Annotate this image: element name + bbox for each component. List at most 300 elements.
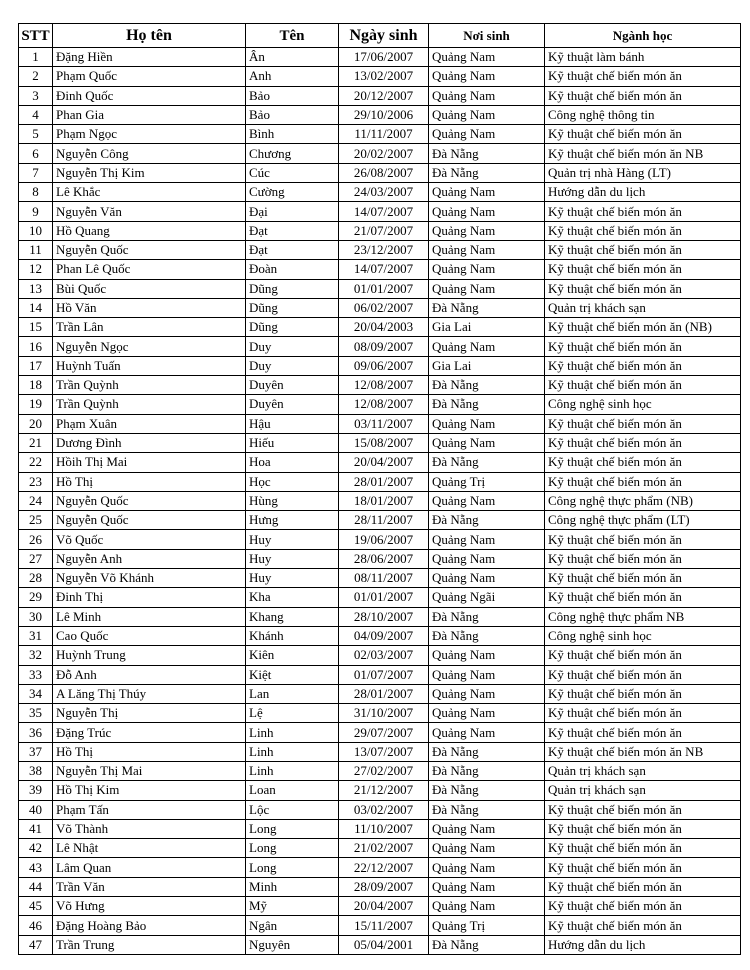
cell-ten: Ân (246, 48, 339, 67)
cell-nganh-hoc: Kỹ thuật chế biến món ăn (545, 684, 741, 703)
cell-ngay-sinh: 28/01/2007 (339, 684, 429, 703)
cell-ngay-sinh: 21/07/2007 (339, 221, 429, 240)
cell-nganh-hoc: Kỹ thuật chế biến món ăn (545, 279, 741, 298)
cell-ho-ten: Trần Quỳnh (53, 395, 246, 414)
cell-ngay-sinh: 15/08/2007 (339, 433, 429, 452)
cell-ho-ten: Nguyễn Văn (53, 202, 246, 221)
cell-ngay-sinh: 28/09/2007 (339, 877, 429, 896)
cell-stt: 7 (19, 163, 53, 182)
cell-nganh-hoc: Kỹ thuật chế biến món ăn (545, 569, 741, 588)
cell-ho-ten: Võ Quốc (53, 530, 246, 549)
cell-ho-ten: Phạm Tấn (53, 800, 246, 819)
cell-ten: Bình (246, 125, 339, 144)
cell-nganh-hoc: Kỹ thuật chế biến món ăn (545, 588, 741, 607)
table-row (19, 877, 741, 896)
cell-ngay-sinh: 20/04/2007 (339, 453, 429, 472)
cell-ngay-sinh: 01/01/2007 (339, 588, 429, 607)
cell-ho-ten: Lâm Quan (53, 858, 246, 877)
cell-nganh-hoc: Kỹ thuật chế biến món ăn (545, 530, 741, 549)
cell-ten: Ngân (246, 916, 339, 935)
cell-stt: 6 (19, 144, 53, 163)
cell-ten: Học (246, 472, 339, 491)
cell-noi-sinh: Gia Lai (429, 318, 545, 337)
cell-ho-ten: Phạm Ngọc (53, 125, 246, 144)
cell-stt: 18 (19, 376, 53, 395)
cell-stt: 26 (19, 530, 53, 549)
table-row (19, 491, 741, 510)
table-row (19, 395, 741, 414)
cell-stt: 30 (19, 607, 53, 626)
cell-ngay-sinh: 22/12/2007 (339, 858, 429, 877)
cell-stt: 11 (19, 240, 53, 259)
cell-noi-sinh: Đà Nẵng (429, 453, 545, 472)
cell-ho-ten: Đặng Hiền (53, 48, 246, 67)
cell-stt: 27 (19, 549, 53, 568)
cell-ten: Long (246, 839, 339, 858)
cell-nganh-hoc: Hướng dẫn du lịch (545, 935, 741, 954)
table-row (19, 356, 741, 375)
cell-ten: Lệ (246, 704, 339, 723)
cell-ngay-sinh: 05/04/2001 (339, 935, 429, 954)
cell-ngay-sinh: 09/06/2007 (339, 356, 429, 375)
cell-nganh-hoc: Kỹ thuật chế biến món ăn (545, 897, 741, 916)
table-row (19, 86, 741, 105)
table-row (19, 298, 741, 317)
table-row (19, 819, 741, 838)
table-header-row (19, 24, 741, 48)
cell-nganh-hoc: Kỹ thuật chế biến món ăn (545, 337, 741, 356)
table-row (19, 125, 741, 144)
cell-ngay-sinh: 03/11/2007 (339, 414, 429, 433)
table-row (19, 530, 741, 549)
cell-ho-ten: Huỳnh Trung (53, 646, 246, 665)
cell-stt: 28 (19, 569, 53, 588)
cell-stt: 14 (19, 298, 53, 317)
cell-ngay-sinh: 27/02/2007 (339, 761, 429, 780)
cell-ten: Huy (246, 549, 339, 568)
table-row (19, 183, 741, 202)
table-row (19, 935, 741, 954)
cell-stt: 19 (19, 395, 53, 414)
table-row (19, 897, 741, 916)
table-row (19, 781, 741, 800)
cell-nganh-hoc: Kỹ thuật chế biến món ăn (545, 376, 741, 395)
cell-ho-ten: Dương Đình (53, 433, 246, 452)
cell-ho-ten: Bùi Quốc (53, 279, 246, 298)
cell-ngay-sinh: 04/09/2007 (339, 626, 429, 645)
cell-ten: Huy (246, 569, 339, 588)
cell-ho-ten: Trần Văn (53, 877, 246, 896)
cell-noi-sinh: Quảng Nam (429, 260, 545, 279)
cell-noi-sinh: Quảng Nam (429, 48, 545, 67)
cell-noi-sinh: Quảng Trị (429, 472, 545, 491)
cell-nganh-hoc: Quản trị nhà Hàng (LT) (545, 163, 741, 182)
cell-noi-sinh: Quảng Nam (429, 819, 545, 838)
cell-stt: 44 (19, 877, 53, 896)
cell-ho-ten: Lê Khắc (53, 183, 246, 202)
table-row (19, 742, 741, 761)
cell-ten: Hiếu (246, 433, 339, 452)
cell-ngay-sinh: 28/11/2007 (339, 511, 429, 530)
cell-nganh-hoc: Quản trị khách sạn (545, 761, 741, 780)
header-stt: STT (19, 24, 53, 48)
table-row (19, 626, 741, 645)
table-row (19, 453, 741, 472)
cell-noi-sinh: Đà Nẵng (429, 742, 545, 761)
cell-stt: 23 (19, 472, 53, 491)
cell-ten: Cúc (246, 163, 339, 182)
table-row (19, 202, 741, 221)
cell-nganh-hoc: Kỹ thuật chế biến món ăn (545, 86, 741, 105)
cell-noi-sinh: Quảng Nam (429, 704, 545, 723)
cell-ngay-sinh: 13/07/2007 (339, 742, 429, 761)
cell-stt: 37 (19, 742, 53, 761)
cell-stt: 41 (19, 819, 53, 838)
cell-noi-sinh: Quảng Nam (429, 491, 545, 510)
cell-ten: Chương (246, 144, 339, 163)
cell-noi-sinh: Quảng Nam (429, 183, 545, 202)
cell-ho-ten: A Lăng Thị Thúy (53, 684, 246, 703)
table-row (19, 704, 741, 723)
cell-stt: 3 (19, 86, 53, 105)
cell-nganh-hoc: Kỹ thuật chế biến món ăn (545, 202, 741, 221)
cell-ngay-sinh: 28/10/2007 (339, 607, 429, 626)
table-row (19, 163, 741, 182)
table-row (19, 240, 741, 259)
cell-ho-ten: Lê Nhật (53, 839, 246, 858)
cell-ngay-sinh: 23/12/2007 (339, 240, 429, 259)
cell-ho-ten: Nguyễn Công (53, 144, 246, 163)
cell-noi-sinh: Quảng Nam (429, 105, 545, 124)
cell-ngay-sinh: 03/02/2007 (339, 800, 429, 819)
cell-noi-sinh: Quảng Nam (429, 839, 545, 858)
cell-ten: Duyên (246, 376, 339, 395)
table-row (19, 376, 741, 395)
cell-noi-sinh: Đà Nẵng (429, 761, 545, 780)
cell-stt: 21 (19, 433, 53, 452)
cell-ten: Loan (246, 781, 339, 800)
cell-nganh-hoc: Kỹ thuật chế biến món ăn (545, 472, 741, 491)
cell-ho-ten: Nguyễn Võ Khánh (53, 569, 246, 588)
cell-ngay-sinh: 14/07/2007 (339, 260, 429, 279)
cell-nganh-hoc: Kỹ thuật chế biến món ăn (545, 723, 741, 742)
cell-noi-sinh: Đà Nẵng (429, 935, 545, 954)
cell-stt: 24 (19, 491, 53, 510)
table-row (19, 48, 741, 67)
header-nganh-hoc: Ngành học (545, 24, 741, 48)
cell-stt: 33 (19, 665, 53, 684)
cell-ten: Dũng (246, 318, 339, 337)
cell-ngay-sinh: 20/04/2007 (339, 897, 429, 916)
header-ngay-sinh: Ngày sinh (339, 24, 429, 48)
cell-stt: 36 (19, 723, 53, 742)
cell-nganh-hoc: Công nghệ sinh học (545, 395, 741, 414)
cell-nganh-hoc: Kỹ thuật chế biến món ăn (545, 260, 741, 279)
cell-ho-ten: Hồ Văn (53, 298, 246, 317)
cell-ten: Đạt (246, 240, 339, 259)
cell-ho-ten: Võ Hưng (53, 897, 246, 916)
cell-stt: 42 (19, 839, 53, 858)
cell-noi-sinh: Gia Lai (429, 356, 545, 375)
cell-stt: 25 (19, 511, 53, 530)
cell-ten: Cường (246, 183, 339, 202)
cell-ten: Linh (246, 723, 339, 742)
cell-nganh-hoc: Kỹ thuật chế biến món ăn (545, 240, 741, 259)
cell-stt: 15 (19, 318, 53, 337)
cell-ho-ten: Phạm Quốc (53, 67, 246, 86)
cell-noi-sinh: Đà Nẵng (429, 298, 545, 317)
cell-ten: Đoàn (246, 260, 339, 279)
cell-stt: 38 (19, 761, 53, 780)
cell-ten: Duyên (246, 395, 339, 414)
cell-noi-sinh: Quảng Nam (429, 665, 545, 684)
cell-nganh-hoc: Kỹ thuật chế biến món ăn (545, 916, 741, 935)
cell-noi-sinh: Quảng Nam (429, 433, 545, 452)
cell-nganh-hoc: Kỹ thuật chế biến món ăn (545, 877, 741, 896)
cell-ten: Kha (246, 588, 339, 607)
cell-ngay-sinh: 24/03/2007 (339, 183, 429, 202)
cell-ho-ten: Hồ Thị (53, 472, 246, 491)
cell-stt: 35 (19, 704, 53, 723)
cell-ho-ten: Lê Minh (53, 607, 246, 626)
cell-ho-ten: Phạm Xuân (53, 414, 246, 433)
cell-ngay-sinh: 08/09/2007 (339, 337, 429, 356)
cell-ho-ten: Đinh Thị (53, 588, 246, 607)
table-row (19, 472, 741, 491)
cell-noi-sinh: Quảng Nam (429, 337, 545, 356)
cell-nganh-hoc: Kỹ thuật chế biến món ăn (545, 125, 741, 144)
cell-nganh-hoc: Kỹ thuật chế biến món ăn (545, 433, 741, 452)
cell-ho-ten: Nguyễn Anh (53, 549, 246, 568)
cell-noi-sinh: Đà Nẵng (429, 144, 545, 163)
cell-ho-ten: Nguyễn Ngọc (53, 337, 246, 356)
cell-ten: Long (246, 819, 339, 838)
table-row (19, 800, 741, 819)
cell-noi-sinh: Quảng Nam (429, 549, 545, 568)
cell-noi-sinh: Quảng Nam (429, 858, 545, 877)
cell-ngay-sinh: 21/12/2007 (339, 781, 429, 800)
cell-stt: 13 (19, 279, 53, 298)
cell-nganh-hoc: Kỹ thuật chế biến món ăn (545, 414, 741, 433)
cell-ho-ten: Hồ Quang (53, 221, 246, 240)
cell-ten: Bảo (246, 105, 339, 124)
cell-ten: Duy (246, 337, 339, 356)
cell-ho-ten: Hồih Thị Mai (53, 453, 246, 472)
table-row (19, 337, 741, 356)
cell-ten: Minh (246, 877, 339, 896)
cell-ho-ten: Huỳnh Tuấn (53, 356, 246, 375)
cell-noi-sinh: Quảng Nam (429, 279, 545, 298)
table-row (19, 646, 741, 665)
cell-ho-ten: Đặng Hoàng Bảo (53, 916, 246, 935)
cell-stt: 39 (19, 781, 53, 800)
cell-noi-sinh: Quảng Nam (429, 530, 545, 549)
cell-stt: 47 (19, 935, 53, 954)
cell-noi-sinh: Đà Nẵng (429, 376, 545, 395)
cell-nganh-hoc: Công nghệ thực phẩm (LT) (545, 511, 741, 530)
cell-ho-ten: Nguyễn Thị Mai (53, 761, 246, 780)
cell-ten: Huy (246, 530, 339, 549)
cell-stt: 8 (19, 183, 53, 202)
table-row (19, 549, 741, 568)
cell-ngay-sinh: 12/08/2007 (339, 395, 429, 414)
cell-ngay-sinh: 31/10/2007 (339, 704, 429, 723)
cell-noi-sinh: Đà Nẵng (429, 511, 545, 530)
cell-ho-ten: Nguyễn Quốc (53, 491, 246, 510)
cell-noi-sinh: Quảng Nam (429, 414, 545, 433)
cell-ngay-sinh: 02/03/2007 (339, 646, 429, 665)
cell-nganh-hoc: Kỹ thuật làm bánh (545, 48, 741, 67)
cell-nganh-hoc: Kỹ thuật chế biến món ăn (545, 858, 741, 877)
cell-ten: Kiên (246, 646, 339, 665)
cell-stt: 16 (19, 337, 53, 356)
table-row (19, 433, 741, 452)
cell-noi-sinh: Quảng Nam (429, 897, 545, 916)
cell-ho-ten: Đỗ Anh (53, 665, 246, 684)
cell-ten: Hậu (246, 414, 339, 433)
cell-nganh-hoc: Kỹ thuật chế biến món ăn (545, 819, 741, 838)
cell-ho-ten: Cao Quốc (53, 626, 246, 645)
cell-ngay-sinh: 18/01/2007 (339, 491, 429, 510)
cell-ten: Khánh (246, 626, 339, 645)
cell-noi-sinh: Quảng Nam (429, 240, 545, 259)
cell-ngay-sinh: 19/06/2007 (339, 530, 429, 549)
cell-ten: Hoa (246, 453, 339, 472)
cell-ho-ten: Trần Trung (53, 935, 246, 954)
cell-stt: 9 (19, 202, 53, 221)
cell-ngay-sinh: 20/04/2003 (339, 318, 429, 337)
cell-stt: 34 (19, 684, 53, 703)
student-table (18, 23, 741, 955)
cell-ten: Mỹ (246, 897, 339, 916)
cell-ten: Dũng (246, 298, 339, 317)
cell-ho-ten: Đinh Quốc (53, 86, 246, 105)
cell-noi-sinh: Đà Nẵng (429, 626, 545, 645)
cell-ten: Lộc (246, 800, 339, 819)
table-row (19, 839, 741, 858)
table-row (19, 588, 741, 607)
cell-noi-sinh: Đà Nẵng (429, 800, 545, 819)
table-body (19, 48, 741, 955)
cell-ngay-sinh: 11/10/2007 (339, 819, 429, 838)
cell-noi-sinh: Quảng Nam (429, 202, 545, 221)
table-row (19, 511, 741, 530)
cell-nganh-hoc: Kỹ thuật chế biến món ăn (NB) (545, 318, 741, 337)
cell-ngay-sinh: 21/02/2007 (339, 839, 429, 858)
cell-stt: 10 (19, 221, 53, 240)
cell-nganh-hoc: Kỹ thuật chế biến món ăn NB (545, 144, 741, 163)
cell-ho-ten: Trần Quỳnh (53, 376, 246, 395)
cell-nganh-hoc: Công nghệ thực phẩm NB (545, 607, 741, 626)
cell-stt: 31 (19, 626, 53, 645)
cell-stt: 43 (19, 858, 53, 877)
table-row (19, 723, 741, 742)
cell-ho-ten: Đặng Trúc (53, 723, 246, 742)
student-list-sheet (18, 23, 741, 955)
table-row (19, 279, 741, 298)
cell-noi-sinh: Quảng Nam (429, 723, 545, 742)
table-row (19, 260, 741, 279)
cell-ho-ten: Phan Lê Quốc (53, 260, 246, 279)
cell-ngay-sinh: 08/11/2007 (339, 569, 429, 588)
table-row (19, 684, 741, 703)
table-row (19, 67, 741, 86)
cell-nganh-hoc: Kỹ thuật chế biến món ăn (545, 839, 741, 858)
cell-ten: Hưng (246, 511, 339, 530)
cell-ngay-sinh: 12/08/2007 (339, 376, 429, 395)
cell-ten: Hùng (246, 491, 339, 510)
cell-noi-sinh: Quảng Nam (429, 67, 545, 86)
cell-ten: Linh (246, 761, 339, 780)
cell-stt: 20 (19, 414, 53, 433)
cell-nganh-hoc: Công nghệ sinh học (545, 626, 741, 645)
cell-ngay-sinh: 29/10/2006 (339, 105, 429, 124)
cell-noi-sinh: Quảng Nam (429, 646, 545, 665)
cell-ngay-sinh: 14/07/2007 (339, 202, 429, 221)
cell-ten: Nguyên (246, 935, 339, 954)
cell-nganh-hoc: Công nghệ thực phẩm (NB) (545, 491, 741, 510)
table-row (19, 916, 741, 935)
cell-ten: Lan (246, 684, 339, 703)
cell-noi-sinh: Đà Nẵng (429, 781, 545, 800)
cell-stt: 1 (19, 48, 53, 67)
cell-stt: 29 (19, 588, 53, 607)
cell-nganh-hoc: Kỹ thuật chế biến món ăn (545, 704, 741, 723)
cell-noi-sinh: Quảng Nam (429, 86, 545, 105)
table-row (19, 761, 741, 780)
cell-nganh-hoc: Quản trị khách sạn (545, 781, 741, 800)
cell-ho-ten: Nguyễn Thị (53, 704, 246, 723)
cell-ngay-sinh: 17/06/2007 (339, 48, 429, 67)
cell-ngay-sinh: 29/07/2007 (339, 723, 429, 742)
cell-stt: 17 (19, 356, 53, 375)
header-noi-sinh: Nơi sinh (429, 24, 545, 48)
cell-ho-ten: Trần Lân (53, 318, 246, 337)
cell-ho-ten: Phan Gia (53, 105, 246, 124)
table-row (19, 607, 741, 626)
cell-ten: Khang (246, 607, 339, 626)
cell-nganh-hoc: Kỹ thuật chế biến món ăn (545, 549, 741, 568)
cell-ngay-sinh: 28/06/2007 (339, 549, 429, 568)
header-ten: Tên (246, 24, 339, 48)
cell-ho-ten: Hồ Thị Kim (53, 781, 246, 800)
cell-noi-sinh: Quảng Nam (429, 877, 545, 896)
cell-ngay-sinh: 06/02/2007 (339, 298, 429, 317)
cell-stt: 32 (19, 646, 53, 665)
cell-stt: 40 (19, 800, 53, 819)
cell-ten: Duy (246, 356, 339, 375)
cell-nganh-hoc: Kỹ thuật chế biến món ăn (545, 800, 741, 819)
table-row (19, 858, 741, 877)
cell-noi-sinh: Đà Nẵng (429, 395, 545, 414)
cell-ngay-sinh: 26/08/2007 (339, 163, 429, 182)
cell-stt: 12 (19, 260, 53, 279)
cell-ho-ten: Nguyễn Quốc (53, 240, 246, 259)
cell-nganh-hoc: Kỹ thuật chế biến món ăn NB (545, 742, 741, 761)
cell-stt: 4 (19, 105, 53, 124)
cell-ten: Đạt (246, 221, 339, 240)
cell-ho-ten: Nguyễn Quốc (53, 511, 246, 530)
cell-ten: Bảo (246, 86, 339, 105)
table-row (19, 144, 741, 163)
cell-ten: Dũng (246, 279, 339, 298)
cell-ngay-sinh: 20/12/2007 (339, 86, 429, 105)
cell-nganh-hoc: Kỹ thuật chế biến món ăn (545, 453, 741, 472)
cell-stt: 5 (19, 125, 53, 144)
table-row (19, 665, 741, 684)
cell-ngay-sinh: 13/02/2007 (339, 67, 429, 86)
cell-noi-sinh: Đà Nẵng (429, 163, 545, 182)
